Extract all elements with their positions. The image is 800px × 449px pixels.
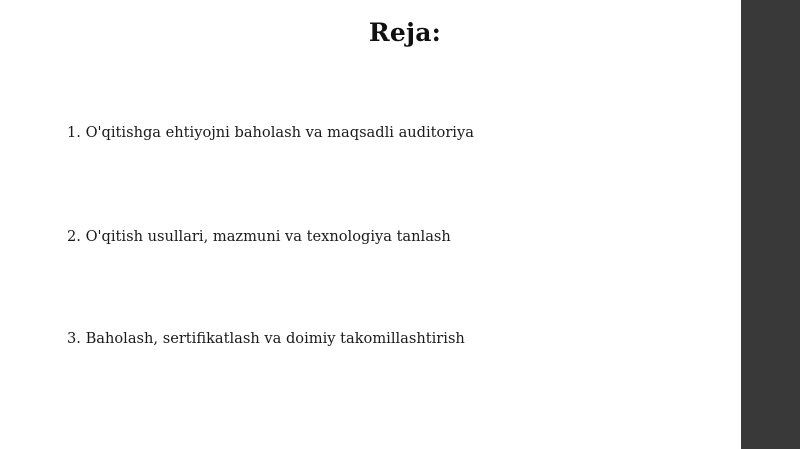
plan-item-1: 1. O'qitishga ehtiyojni baholash va maqsadli auditoriya [67,124,474,141]
slide-title: Reja: [368,18,442,47]
plan-item-2: 2. O'qitish usullari, mazmuni va texnologiya tanlash [67,228,451,245]
plan-item-3: 3. Baholash, sertifikatlash va doimiy takomillashtirish [67,330,465,347]
side-panel [741,0,800,449]
